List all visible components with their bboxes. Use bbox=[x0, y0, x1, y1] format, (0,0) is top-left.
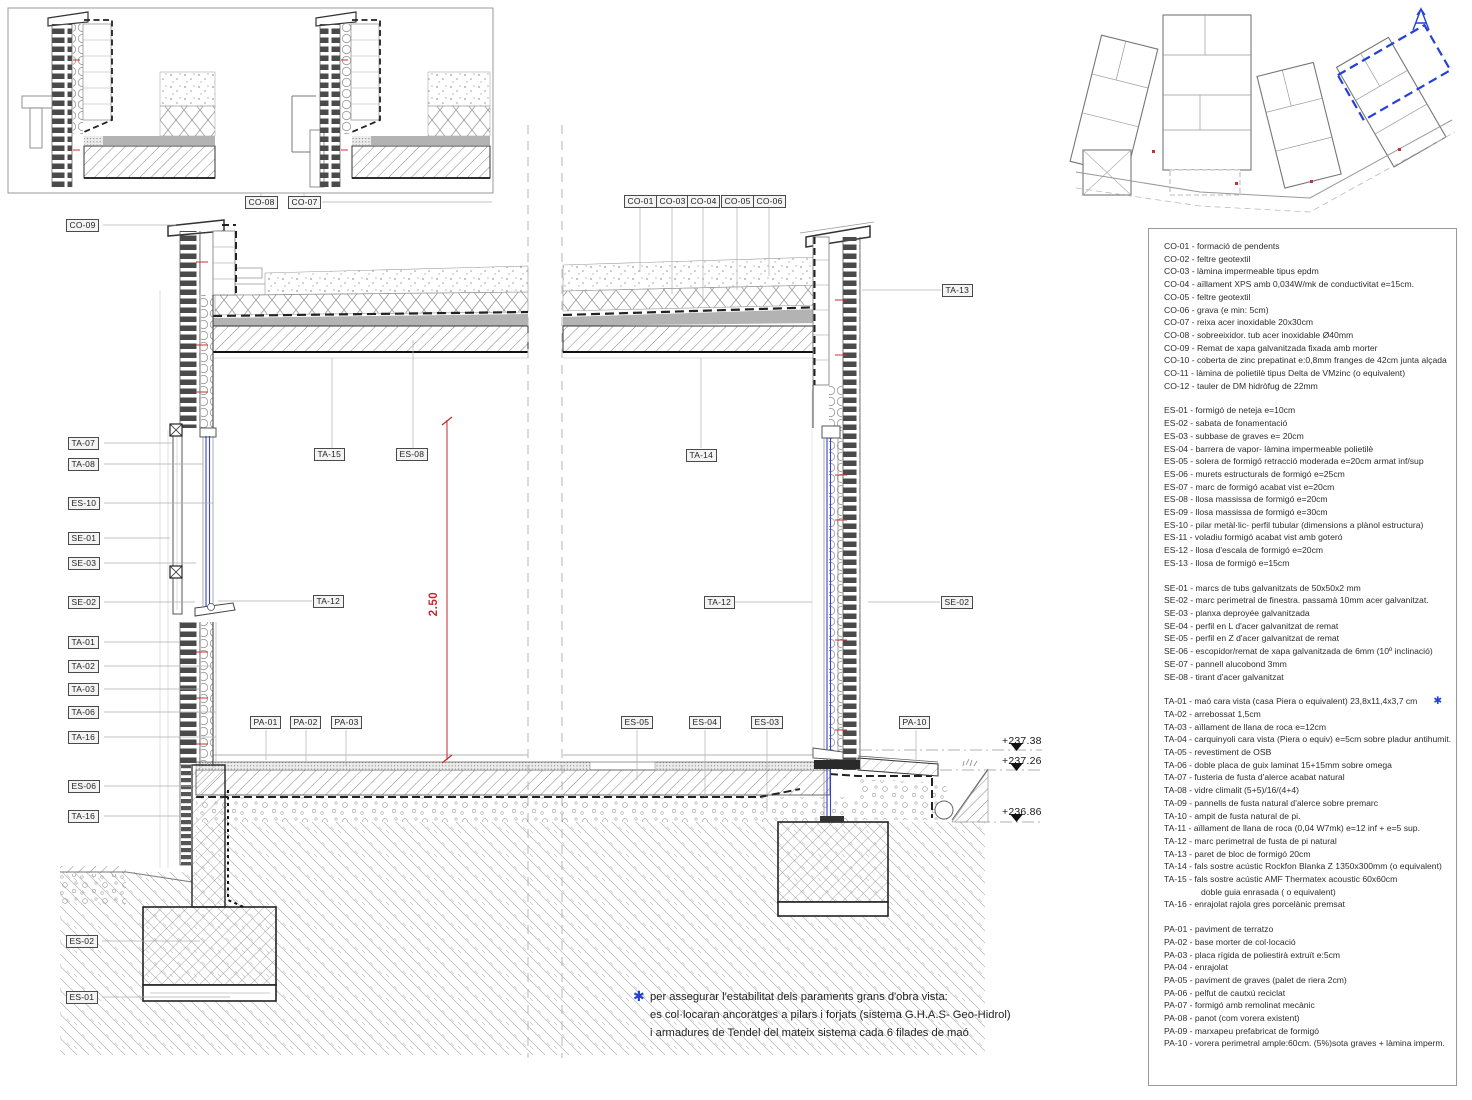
legend-item-pa-03: PA-03 - placa rígida de poliestirà extruït e:5cm bbox=[1164, 949, 1341, 960]
parapet-details-box bbox=[8, 8, 493, 193]
legend-item-ta-16: TA-16 - enrajolat rajola gres porcelànic premsat bbox=[1164, 899, 1345, 910]
legend-item-es-10: ES-10 - pilar metàl·lic- perfil tubular (dimensions a plànol estructura) bbox=[1164, 519, 1424, 530]
callout-ta-01: TA-01 bbox=[68, 636, 99, 649]
callout-ta-08: TA-08 bbox=[68, 458, 99, 471]
roof-right bbox=[563, 257, 825, 358]
callout-ta-14: TA-14 bbox=[686, 449, 717, 462]
legend-item-pa-06: PA-06 - pelfut de cautxú reciclat bbox=[1164, 987, 1286, 998]
callout-es-04: ES-04 bbox=[689, 716, 721, 729]
legend-item-ta-01: TA-01 - maó cara vista (casa Piera o equivalent) 23,8x11,4x3,7 cm ✱ bbox=[1164, 695, 1443, 708]
legend-item-co-06: CO-06 - grava (e min: 5cm) bbox=[1164, 304, 1269, 315]
legend-item-es-11: ES-11 - voladiu formigó acabat vist amb goteró bbox=[1164, 532, 1343, 543]
callout-co-04: CO-04 bbox=[687, 195, 720, 208]
callout-se-01: SE-01 bbox=[68, 532, 100, 545]
legend-item-ta-07: TA-07 - fusteria de fusta d'alerce acabat natural bbox=[1164, 772, 1345, 783]
callout-pa-10: PA-10 bbox=[899, 716, 930, 729]
legend-item-co-01: CO-01 - formació de pendents bbox=[1164, 241, 1280, 251]
callout-ta-12: TA-12 bbox=[704, 596, 735, 609]
footnote-line: per assegurar l'estabilitat dels paraments grans d'obra vista: bbox=[650, 991, 948, 1003]
legend-item-pa-08: PA-08 - panot (com vorera existent) bbox=[1164, 1013, 1300, 1024]
elevation-label: +237.26 bbox=[1002, 755, 1042, 767]
materials-legend bbox=[1148, 228, 1457, 1086]
legend-section-co bbox=[1164, 240, 1450, 392]
callout-co-03: CO-03 bbox=[656, 195, 689, 208]
callout-ta-13: TA-13 bbox=[942, 284, 973, 297]
asterisk-icon: ✱ bbox=[633, 988, 645, 1004]
legend-item-es-07: ES-07 - marc de formigó acabat vist e=20cm bbox=[1164, 481, 1335, 492]
callout-co-05: CO-05 bbox=[721, 195, 754, 208]
legend-item-ta-02: TA-02 - arrebossat 1,5cm bbox=[1164, 708, 1261, 719]
roof-left bbox=[213, 266, 528, 358]
elevation-label: +237.38 bbox=[1002, 735, 1042, 747]
legend-item-es-04: ES-04 - barrera de vapor- làmina impermeable polietilè bbox=[1164, 443, 1374, 454]
legend-section-es bbox=[1164, 404, 1450, 569]
legend-item-es-03: ES-03 - subbase de graves e= 20cm bbox=[1164, 430, 1304, 441]
legend-item-co-03: CO-03 - làmina impermeable tipus epdm bbox=[1164, 266, 1319, 277]
footnote-lines bbox=[650, 988, 1033, 1042]
legend-item-es-09: ES-09 - llosa massissa de formigó e=30cm bbox=[1164, 507, 1328, 518]
legend-item-se-04: SE-04 - perfil en L d'acer galvanitzat de remat bbox=[1164, 620, 1339, 631]
legend-item-co-08: CO-08 - sobreeixidor. tub acer inoxidable Ø40mm bbox=[1164, 329, 1354, 340]
legend-item-se-05: SE-05 - perfil en Z d'acer galvanitzat de remat bbox=[1164, 633, 1340, 644]
legend-item-ta-15: TA-15 - fals sostre acústic AMF Thermatex acoustic 60x60cm bbox=[1164, 874, 1398, 885]
legend-item-pa-09: PA-09 - marxapeu prefabricat de formigó bbox=[1164, 1025, 1320, 1036]
vorera-pa10 bbox=[858, 758, 938, 776]
callout-co-06: CO-06 bbox=[753, 195, 786, 208]
callout-se-02: SE-02 bbox=[941, 596, 973, 609]
callout-ta-06: TA-06 bbox=[68, 706, 99, 719]
legend-item-ta-12: TA-12 - marc perimetral de fusta de pi natural bbox=[1164, 835, 1337, 846]
footnote-line: i armadures de Tendel del mateix sistema cada 6 filades de maó bbox=[650, 1027, 969, 1039]
callout-co-07: CO-07 bbox=[288, 196, 321, 209]
callout-ta-16: TA-16 bbox=[68, 810, 99, 823]
callout-es-01: ES-01 bbox=[66, 991, 98, 1004]
legend-section-se bbox=[1164, 582, 1450, 684]
legend-item-es-06: ES-06 - murets estructurals de formigó e=25cm bbox=[1164, 468, 1345, 479]
legend-section-ta bbox=[1164, 695, 1450, 911]
legend-item-co-04: CO-04 - aïllament XPS amb 0,034W/mk de conductivitat e=15cm. bbox=[1164, 279, 1415, 290]
legend-item-ta-06: TA-06 - doble placa de guix laminat 15+15mm sobre omega bbox=[1164, 759, 1392, 770]
legend-item-pa-07: PA-07 - formigó amb remolinat mecànic bbox=[1164, 1000, 1315, 1011]
callout-se-02: SE-02 bbox=[68, 596, 100, 609]
legend-item-pa-04: PA-04 - enrajolat bbox=[1164, 962, 1228, 973]
dimension-value: 2.50 bbox=[428, 591, 441, 617]
legend-item-co-12: CO-12 - tauler de DM hidròfug de 22mm bbox=[1164, 380, 1318, 391]
legend-item-se-06: SE-06 - escopidor/remat de xapa galvanitzada de 6mm (10º inclinació) bbox=[1164, 646, 1433, 657]
callout-ta-02: TA-02 bbox=[68, 660, 99, 673]
legend-item-ta-05: TA-05 - revestiment de OSB bbox=[1164, 747, 1272, 758]
asterisk-icon: ✱ bbox=[1433, 695, 1443, 708]
legend-item-pa-02: PA-02 - base morter de col·locació bbox=[1164, 936, 1296, 947]
callout-se-03: SE-03 bbox=[68, 557, 100, 570]
callout-ta-12: TA-12 bbox=[313, 595, 344, 608]
dimension-line bbox=[442, 417, 452, 763]
callout-co-08: CO-08 bbox=[245, 196, 278, 209]
drain-pipe bbox=[935, 801, 953, 819]
legend-list bbox=[1164, 240, 1450, 1050]
footnote-line: es col·locaran ancoratges a pilars i forjats (sistema G.H.A.S- Geo-Hidrol) bbox=[650, 1009, 1011, 1021]
callout-co-01: CO-01 bbox=[624, 195, 657, 208]
callout-ta-07: TA-07 bbox=[68, 437, 99, 450]
legend-item-co-07: CO-07 - reixa acer inoxidable 20x30cm bbox=[1164, 317, 1314, 328]
legend-item-se-08: SE-08 - tirant d'acer galvanitzat bbox=[1164, 671, 1284, 682]
legend-item-se-01: SE-01 - marcs de tubs galvanitzats de 50x50x2 mm bbox=[1164, 582, 1361, 593]
legend-item-ta-13: TA-13 - paret de bloc de formigó 20cm bbox=[1164, 848, 1311, 859]
legend-item-se-02: SE-02 - marc perimetral de finestra. passamà 10mm acer galvanitzat. bbox=[1164, 595, 1429, 606]
legend-item-ta-14: TA-14 - fals sostre acústic Rockfon Blanka Z 1350x300mm (o equivalent) bbox=[1164, 861, 1442, 872]
legend-item-pa-01: PA-01 - paviment de terratzo bbox=[1164, 924, 1274, 935]
callout-es-08: ES-08 bbox=[396, 448, 428, 461]
legend-item-ta-11: TA-11 - aïllament de llana de roca (0,04 W7mk) e=12 inf + e=5 sup. bbox=[1164, 823, 1420, 834]
legend-item-es-02: ES-02 - sabata de fonamentació bbox=[1164, 418, 1288, 429]
callout-pa-01: PA-01 bbox=[250, 716, 281, 729]
callout-es-03: ES-03 bbox=[751, 716, 783, 729]
footing-right bbox=[778, 822, 888, 902]
legend-item-pa-10: PA-10 - vorera perimetral ample:60cm. (5%)sota graves + làmina imperm. bbox=[1164, 1038, 1445, 1049]
legend-item-se-03: SE-03 - planxa deproyée galvanitzada bbox=[1164, 607, 1310, 618]
legend-item-ta-04: TA-04 - carquinyoli cara vista (Piera o equiv) e=5cm sobre pladur antihumit. bbox=[1164, 734, 1452, 745]
footing-es02 bbox=[143, 907, 276, 985]
legend-item-co-10: CO-10 - coberta de zinc prepatinat e:0,8mm franges de 42cm junta alçada bbox=[1164, 355, 1447, 366]
legend-item-co-02: CO-02 - feltre geotextil bbox=[1164, 253, 1251, 264]
muret-es06 bbox=[192, 765, 225, 907]
legend-item-es-01: ES-01 - formigó de neteja e=10cm bbox=[1164, 405, 1296, 416]
legend-item-es-12: ES-12 - llosa d'escala de formigó e=20cm bbox=[1164, 545, 1324, 556]
legend-item-se-07: SE-07 - pannell alucobond 3mm bbox=[1164, 658, 1287, 669]
legend-item-es-13: ES-13 - llosa de formigó e=15cm bbox=[1164, 557, 1290, 568]
footnote bbox=[633, 988, 1033, 1042]
legend-section-pa bbox=[1164, 923, 1450, 1050]
legend-item-co-05: CO-05 - feltre geotextil bbox=[1164, 291, 1251, 302]
legend-item-es-05: ES-05 - solera de formigó retracció moderada e=20cm armat inf/sup bbox=[1164, 456, 1424, 467]
legend-item-ta-09: TA-09 - pannells de fusta natural d'alerce sobre premarc bbox=[1164, 797, 1379, 808]
legend-item-pa-05: PA-05 - paviment de graves (palet de riera 2cm) bbox=[1164, 974, 1347, 985]
legend-item-ta-08: TA-08 - vidre climalit (5+5)/16/(4+4) bbox=[1164, 785, 1299, 796]
callout-es-06: ES-06 bbox=[68, 780, 100, 793]
callout-ta-16: TA-16 bbox=[68, 731, 99, 744]
legend-item-es-08: ES-08 - llosa massissa de formigó e=20cm bbox=[1164, 494, 1328, 505]
legend-item-co-11: CO-11 - làmina de polietilè tipus Delta de VMzinc (o equivalent) bbox=[1164, 368, 1406, 379]
legend-item-continuation: doble guia enrasada ( o equivalent) bbox=[1201, 886, 1336, 897]
elevation-label: +236.86 bbox=[1002, 806, 1042, 818]
callout-es-10: ES-10 bbox=[68, 497, 100, 510]
callout-ta-03: TA-03 bbox=[68, 683, 99, 696]
callout-pa-03: PA-03 bbox=[331, 716, 362, 729]
legend-item-ta-10: TA-10 - ampit de fusta natural de pi. bbox=[1164, 810, 1301, 821]
callout-es-02: ES-02 bbox=[66, 935, 98, 948]
callout-pa-02: PA-02 bbox=[290, 716, 321, 729]
legend-item-co-09: CO-09 - Remat de xapa galvanitzada fixada amb morter bbox=[1164, 342, 1378, 353]
callout-co-09: CO-09 bbox=[66, 219, 99, 232]
site-key-plan bbox=[1070, 9, 1455, 212]
callout-es-05: ES-05 bbox=[621, 716, 653, 729]
callout-ta-15: TA-15 bbox=[314, 448, 345, 461]
legend-item-ta-03: TA-03 - aïllament de llana de roca e=12cm bbox=[1164, 721, 1327, 732]
